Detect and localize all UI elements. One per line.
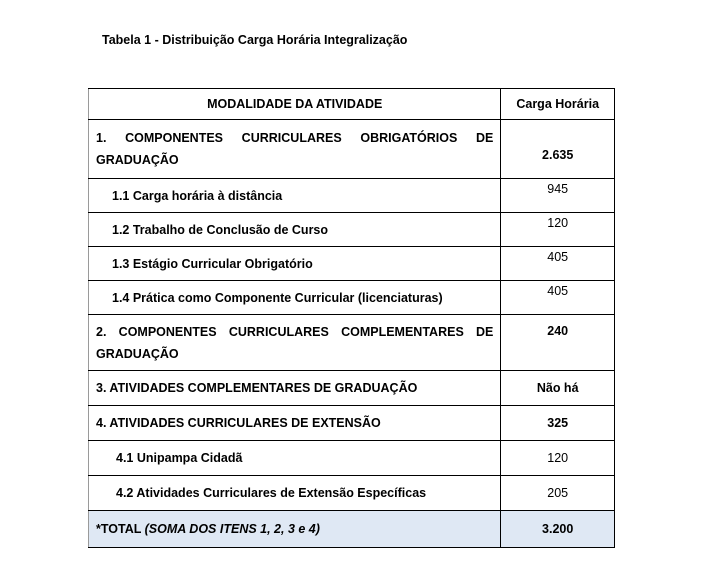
row-label: 4. ATIVIDADES CURRICULARES DE EXTENSÃO	[89, 406, 501, 441]
table-caption: Tabela 1 - Distribuição Carga Horária Integralização	[102, 33, 408, 47]
row-label-line1: 2. COMPONENTES CURRICULARES COMPLEMENTARES DE	[96, 324, 494, 339]
row-label-line1: 1. COMPONENTES CURRICULARES OBRIGATÓRIOS DE	[96, 131, 494, 145]
table-row	[89, 441, 615, 476]
total-label-note: (SOMA DOS ITENS 1, 2, 3 e 4)	[144, 522, 320, 536]
header-modalidade: MODALIDADE DA ATIVIDADE	[89, 89, 501, 120]
row-label: 1.1 Carga horária à distância	[89, 179, 501, 213]
row-label	[89, 315, 501, 371]
row-label: 4.1 Unipampa Cidadã	[89, 441, 501, 476]
table-row	[89, 213, 615, 247]
table-header-row	[89, 89, 615, 120]
total-value: 3.200	[501, 511, 615, 548]
row-value: 405	[501, 247, 615, 281]
table-row	[89, 371, 615, 406]
row-value: Não há	[501, 371, 615, 406]
table-row	[89, 281, 615, 315]
total-row	[89, 511, 615, 548]
row-value: 120	[501, 441, 615, 476]
row-label-line2: GRADUAÇÃO	[96, 153, 179, 167]
row-value: 325	[501, 406, 615, 441]
row-label	[89, 120, 501, 179]
table-row	[89, 247, 615, 281]
table-row	[89, 179, 615, 213]
row-value: 240	[501, 315, 615, 371]
table-row	[89, 476, 615, 511]
row-label: 1.2 Trabalho de Conclusão de Curso	[89, 213, 501, 247]
row-value: 120	[501, 213, 615, 247]
total-label	[89, 511, 501, 548]
row-value: 405	[501, 281, 615, 315]
row-label: 3. ATIVIDADES COMPLEMENTARES DE GRADUAÇÃO	[89, 371, 501, 406]
row-label: 1.4 Prática como Componente Curricular (licenciaturas)	[89, 281, 501, 315]
row-label-line2: GRADUAÇÃO	[96, 346, 179, 361]
row-label: 4.2 Atividades Curriculares de Extensão Específicas	[89, 476, 501, 511]
total-label-text: *TOTAL	[96, 522, 142, 536]
header-carga-horaria: Carga Horária	[501, 89, 615, 120]
row-value: 2.635	[501, 120, 615, 179]
workload-table	[88, 88, 615, 548]
table-row	[89, 406, 615, 441]
table-row	[89, 315, 615, 371]
row-value: 205	[501, 476, 615, 511]
row-label: 1.3 Estágio Curricular Obrigatório	[89, 247, 501, 281]
row-value: 945	[501, 179, 615, 213]
table-row	[89, 120, 615, 179]
